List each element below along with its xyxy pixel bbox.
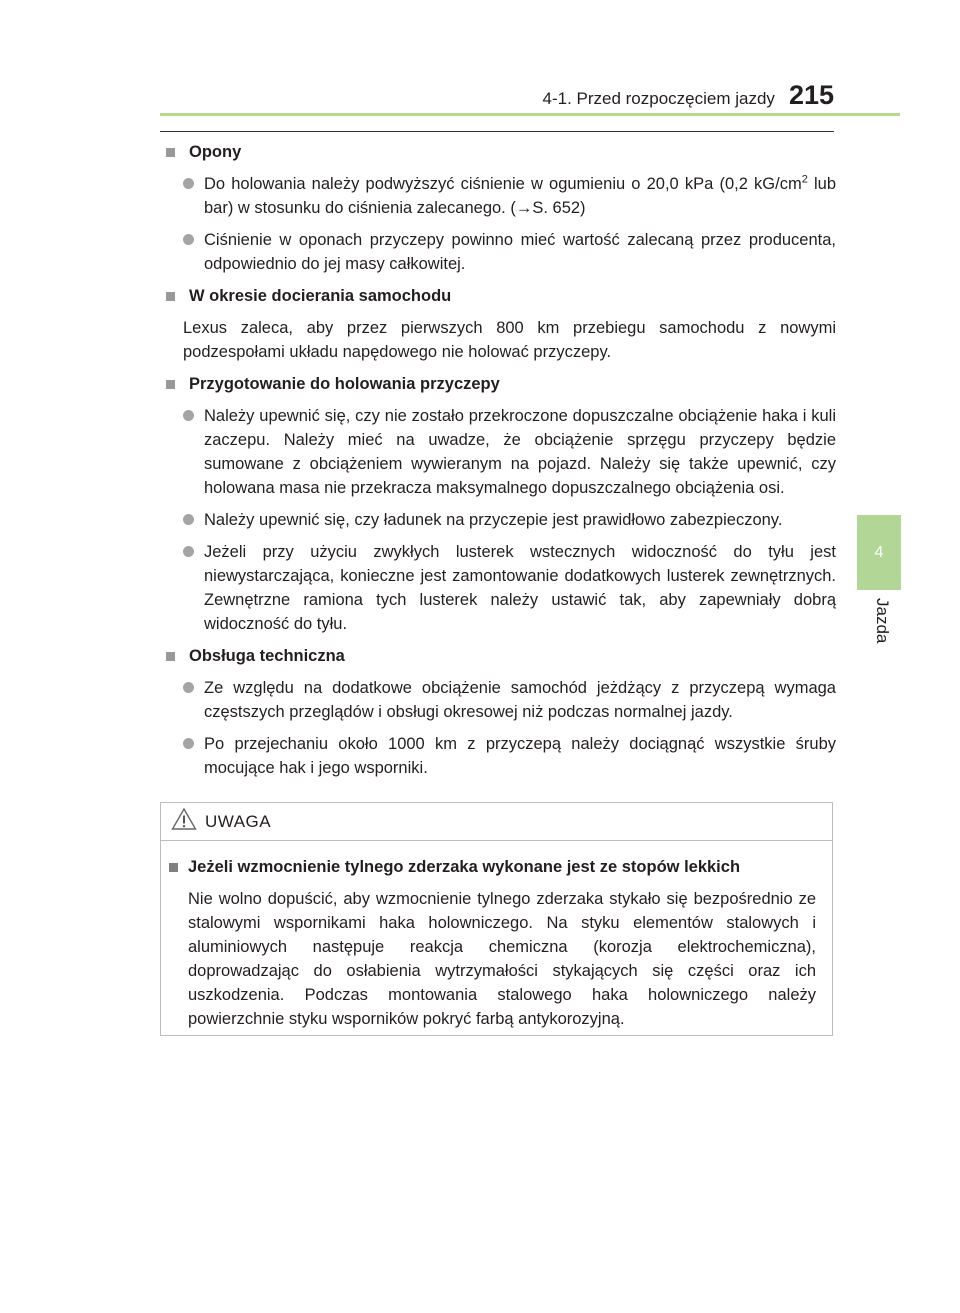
list-item [183, 508, 836, 532]
warning-box [160, 802, 833, 1036]
list-item [183, 172, 836, 220]
list-item [183, 676, 836, 724]
bullet-text: lub bar) w stosunku do ciśnienia zalecanego. (→S. 652) [204, 175, 836, 217]
section-przygotowanie [160, 372, 836, 636]
content-divider [160, 131, 834, 132]
circle-bullet-icon [183, 234, 194, 245]
list-item [183, 540, 836, 636]
warning-title: Jeżeli wzmocnienie tylnego zderzaka wykonane jest ze stopów lekkich [188, 858, 741, 876]
chapter-tab-number: 4 [874, 543, 884, 561]
list-item [183, 732, 836, 780]
warning-header [161, 803, 832, 841]
bullet-text: Jeżeli przy użyciu zwykłych lusterek wstecznych widoczność do tyłu jest niewystarczająca, konieczne jest zamontowanie dodatkowych lusterek zewnętrznych. Zewnętrzne ramiona tych lusterek należy ustawić tak, aby zapewniały dobrą widoczność do tyłu. [204, 543, 836, 633]
warning-text: Nie wolno dopuścić, aby wzmocnienie tylnego zderzaka stykało się bezpośrednio ze stalowymi wspornikami haka holowniczego. Na styku elementów stalowych i aluminiowych następuje reakcja chemiczna (korozja elektrochemiczna), doprowadzając do osłabienia wytrzymałości stykających się części oraz ich uszkodzenia. Podczas montowania stalowego haka holowniczego należy powierzchnie styku wsporników pokryć farbą antykorozyjną. [188, 890, 816, 1028]
page-header [160, 80, 834, 108]
section-title: Przygotowanie do holowania przyczepy [189, 375, 500, 393]
square-icon [166, 380, 175, 389]
circle-bullet-icon [183, 410, 194, 421]
circle-bullet-icon [183, 514, 194, 525]
circle-bullet-icon [183, 546, 194, 557]
warning-label: UWAGA [205, 811, 272, 831]
section-obsluga [160, 644, 836, 780]
square-icon [166, 292, 175, 301]
square-icon [166, 148, 175, 157]
list-item [183, 404, 836, 500]
page-number: 215 [788, 80, 834, 110]
circle-bullet-icon [183, 738, 194, 749]
bullet-text: Należy upewnić się, czy nie zostało przekroczone dopuszczalne obciążenie haka i kuli zaczepu. Należy mieć na uwadze, że obciążenie sprzęgu przyczepy będzie sumowane z obciążeniem wywieranym na pojazd. Należy się także upewnić, czy holowana masa nie przekracza maksymalnego dopuszczalnego obciążenia osi. [204, 407, 836, 497]
section-paragraph: Lexus zaleca, aby przez pierwszych 800 km przebiegu samochodu z nowymi podzespołami układu napędowego nie holować przyczepy. [183, 319, 836, 361]
chapter-tab [857, 515, 901, 590]
superscript: 2 [801, 173, 808, 186]
section-opony [160, 140, 836, 276]
warning-triangle-icon [171, 807, 197, 836]
main-content [160, 140, 836, 788]
square-icon [169, 863, 178, 872]
square-icon [166, 652, 175, 661]
bullet-text: Ze względu na dodatkowe obciążenie samochód jeżdżący z przyczepą wymaga częstszych przeglądów i obsługi okresowej niż podczas normalnej jazdy. [204, 679, 836, 721]
section-title: Opony [189, 143, 242, 161]
header-divider [160, 113, 900, 116]
chapter-title: 4-1. Przed rozpoczęciem jazdy [542, 89, 775, 108]
bullet-text: Należy upewnić się, czy ładunek na przyczepie jest prawidłowo zabezpieczony. [204, 511, 783, 529]
section-title: W okresie docierania samochodu [189, 287, 452, 305]
bullet-text: Do holowania należy podwyższyć ciśnienie w ogumieniu o 20,0 kPa (0,2 kG/cm [204, 175, 802, 193]
circle-bullet-icon [183, 682, 194, 693]
list-item [183, 228, 836, 276]
warning-body [161, 841, 832, 1031]
section-title: Obsługa techniczna [189, 647, 345, 665]
circle-bullet-icon [183, 178, 194, 189]
bullet-text: Ciśnienie w oponach przyczepy powinno mieć wartość zalecaną przez producenta, odpowiednio do jej masy całkowitej. [204, 231, 836, 273]
section-docieranie [160, 284, 836, 364]
chapter-tab-label: Jazda [873, 598, 892, 644]
bullet-text: Po przejechaniu około 1000 km z przyczepą należy dociągnąć wszystkie śruby mocujące hak i jego wsporniki. [204, 735, 836, 777]
